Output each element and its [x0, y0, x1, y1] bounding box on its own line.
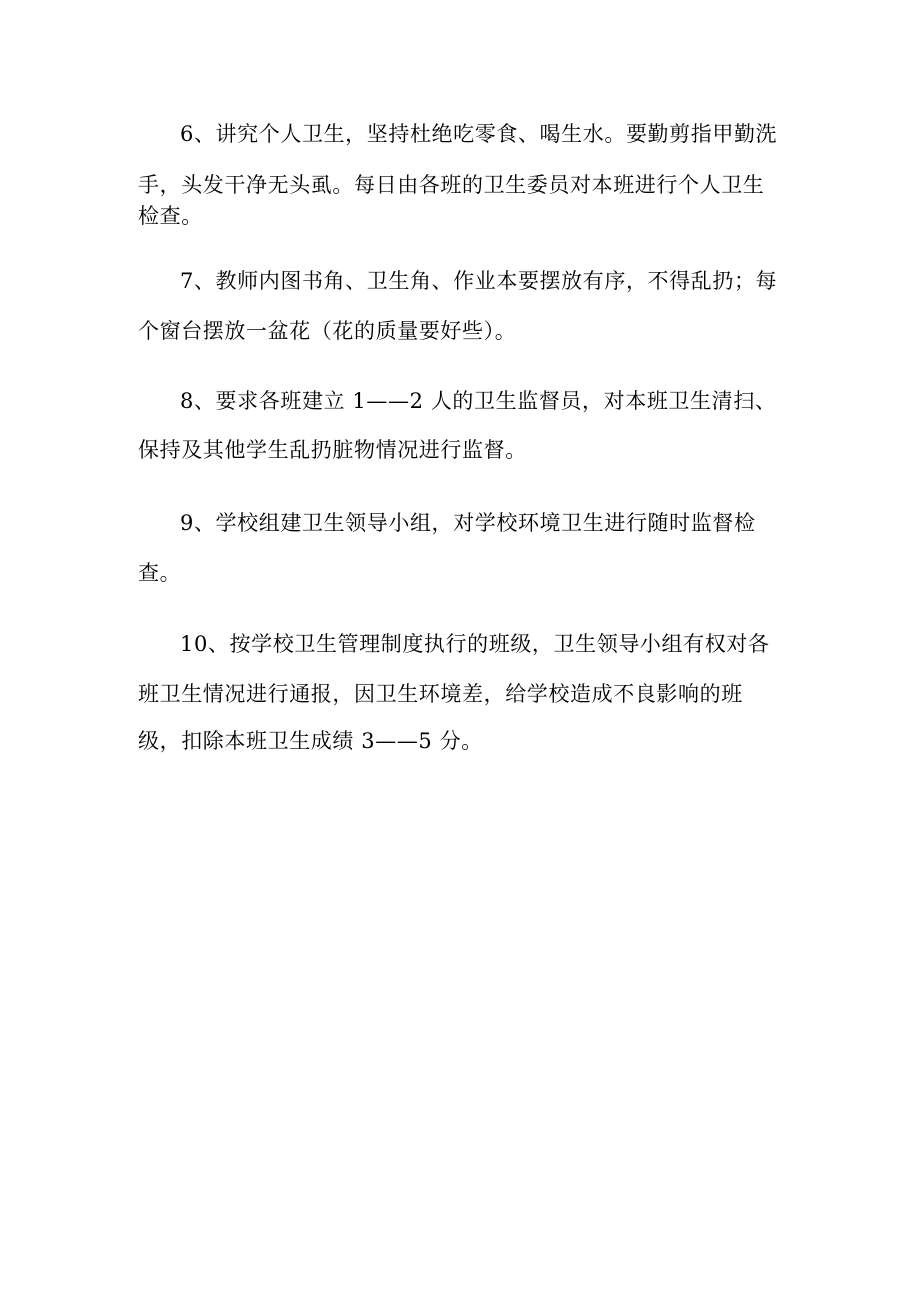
rule-7-line-2: 个窗台摆放一盆花（花的质量要好些）。	[138, 319, 517, 343]
rule-6-line-3: 检查。	[138, 204, 203, 228]
rule-10-line-3: 级，扣除本班卫生成绩 3——5 分。	[138, 729, 483, 753]
rule-8-line-2: 保持及其他学生乱扔脏物情况进行监督。	[138, 438, 527, 462]
rule-9-line-2: 查。	[138, 561, 182, 585]
rule-10-line-1: 10、按学校卫生管理制度执行的班级，卫生领导小组有权对各	[180, 632, 770, 656]
rule-10-line-2: 班卫生情况进行通报，因卫生环境差，给学校造成不良影响的班	[138, 682, 743, 706]
rule-9-line-1: 9、学校组建卫生领导小组，对学校环境卫生进行随时监督检	[180, 511, 756, 535]
rule-7-line-1: 7、教师内图书角、卫生角、作业本要摆放有序，不得乱扔；每	[180, 269, 778, 293]
rule-6-line-2: 手，头发干净无头虱。每日由各班的卫生委员对本班进行个人卫生	[138, 173, 765, 197]
rule-6-line-1: 6、讲究个人卫生，坚持杜绝吃零食、喝生水。要勤剪指甲勤洗	[180, 122, 778, 146]
rule-8-line-1: 8、要求各班建立 1——2 人的卫生监督员，对本班卫生清扫、	[180, 389, 777, 413]
